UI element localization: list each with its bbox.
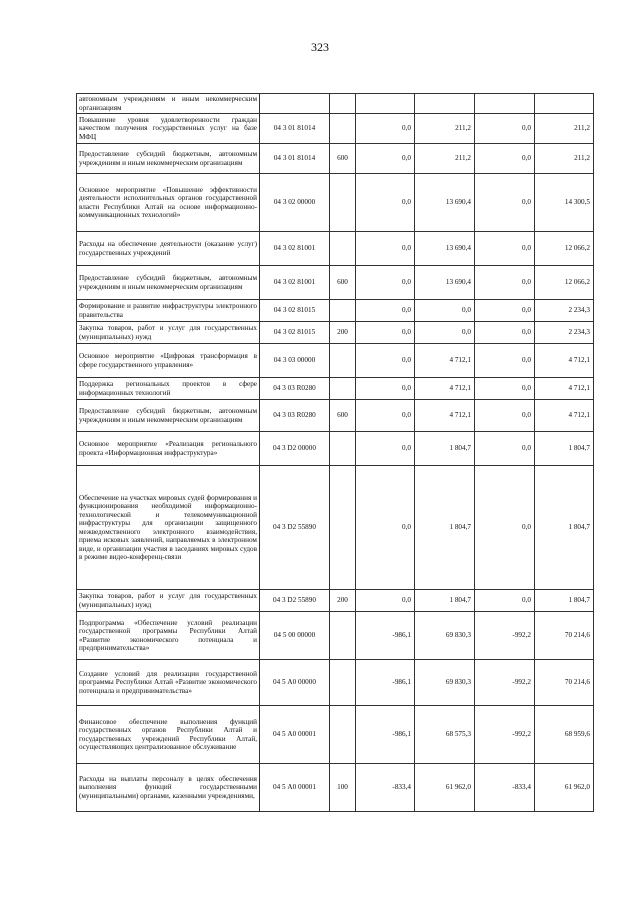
- amount-col-2: 4 712,1: [415, 344, 475, 378]
- item-name: Расходы на выплаты персоналу в целях обеспечения выполнения функций государственными (муниципальными) органами, казенными учреждениями,: [77, 764, 260, 812]
- target-code: 04 3 03 R0280: [260, 378, 330, 400]
- item-name: Обеспечение на участках мировых судей формирования и функционирования необходимой информационно-технологической и телекоммуникационной инфраструктуры для организации защищенного межведомственного электронного взаимодействия, приема исковых заявлений, направляемых в электронном виде, и организации участия в заседаниях мировых судов в режиме видео-конференц-связи: [77, 466, 260, 590]
- amount-col-2: 4 712,1: [415, 400, 475, 432]
- item-name: Закупка товаров, работ и услуг для государственных (муниципальных) нужд: [77, 590, 260, 612]
- item-name: Поддержка региональных проектов в сфере информационных технологий: [77, 378, 260, 400]
- table-row: [77, 144, 594, 174]
- target-code: [260, 94, 330, 114]
- expense-type: 200: [330, 590, 356, 612]
- table-row: [77, 612, 594, 660]
- amount-col-4: 68 959,6: [535, 706, 594, 764]
- table-row: [77, 174, 594, 232]
- amount-col-1: 0,0: [356, 266, 415, 300]
- amount-col-2: [415, 94, 475, 114]
- amount-col-2: 1 804,7: [415, 466, 475, 590]
- amount-col-2: 61 962,0: [415, 764, 475, 812]
- target-code: 04 3 D2 55890: [260, 590, 330, 612]
- amount-col-4: 14 300,5: [535, 174, 594, 232]
- amount-col-3: 0,0: [475, 344, 535, 378]
- amount-col-3: -833,4: [475, 764, 535, 812]
- amount-col-3: 0,0: [475, 322, 535, 344]
- amount-col-4: 211,2: [535, 144, 594, 174]
- amount-col-3: 0,0: [475, 590, 535, 612]
- item-name: Основное мероприятие «Цифровая трансформация в сфере государственного управления»: [77, 344, 260, 378]
- item-name: Предоставление субсидий бюджетным, автономным учреждениям и иным некоммерческим организациям: [77, 144, 260, 174]
- amount-col-1: 0,0: [356, 400, 415, 432]
- expense-type: [330, 432, 356, 466]
- table-row: [77, 764, 594, 812]
- amount-col-2: 0,0: [415, 300, 475, 322]
- amount-col-2: 69 830,3: [415, 660, 475, 706]
- amount-col-2: 0,0: [415, 322, 475, 344]
- expense-type: [330, 378, 356, 400]
- page-number: 323: [311, 40, 329, 54]
- expense-type: 600: [330, 144, 356, 174]
- target-code: 04 5 А0 00000: [260, 660, 330, 706]
- item-name: Предоставление субсидий бюджетным, автономным учреждениям и иным некоммерческим организациям: [77, 266, 260, 300]
- expense-type: [330, 174, 356, 232]
- amount-col-4: 1 804,7: [535, 466, 594, 590]
- amount-col-3: 0,0: [475, 232, 535, 266]
- amount-col-1: 0,0: [356, 344, 415, 378]
- target-code: 04 3 02 81015: [260, 300, 330, 322]
- amount-col-3: -992,2: [475, 612, 535, 660]
- table-row: [77, 660, 594, 706]
- amount-col-1: [356, 94, 415, 114]
- budget-table: [76, 93, 594, 812]
- amount-col-2: 211,2: [415, 144, 475, 174]
- item-name: Основное мероприятие «Повышение эффективности деятельности исполнительных органов государственной власти Республики Алтай на основе информационно-коммуникационных технологий»: [77, 174, 260, 232]
- amount-col-3: -992,2: [475, 706, 535, 764]
- table-row: [77, 232, 594, 266]
- expense-type: [330, 612, 356, 660]
- amount-col-4: 12 066,2: [535, 266, 594, 300]
- expense-type: [330, 94, 356, 114]
- target-code: 04 3 02 81015: [260, 322, 330, 344]
- amount-col-1: 0,0: [356, 590, 415, 612]
- amount-col-4: 211,2: [535, 114, 594, 144]
- amount-col-2: 1 804,7: [415, 432, 475, 466]
- expense-type: [330, 114, 356, 144]
- table-row: [77, 266, 594, 300]
- amount-col-1: 0,0: [356, 300, 415, 322]
- amount-col-1: -833,4: [356, 764, 415, 812]
- amount-col-4: 70 214,6: [535, 660, 594, 706]
- expense-type: [330, 344, 356, 378]
- table-row: [77, 322, 594, 344]
- target-code: 04 3 01 81014: [260, 114, 330, 144]
- amount-col-2: 68 575,3: [415, 706, 475, 764]
- amount-col-4: 4 712,1: [535, 344, 594, 378]
- amount-col-3: [475, 94, 535, 114]
- amount-col-3: 0,0: [475, 266, 535, 300]
- amount-col-3: 0,0: [475, 144, 535, 174]
- target-code: 04 3 02 81001: [260, 266, 330, 300]
- target-code: 04 3 03 00000: [260, 344, 330, 378]
- target-code: 04 3 02 00000: [260, 174, 330, 232]
- amount-col-4: 2 234,3: [535, 322, 594, 344]
- amount-col-3: 0,0: [475, 300, 535, 322]
- amount-col-1: 0,0: [356, 144, 415, 174]
- table-row: [77, 400, 594, 432]
- amount-col-2: 1 804,7: [415, 590, 475, 612]
- item-name: Повышение уровня удовлетворенности граждан качеством получения государственных услуг на базе МФЦ: [77, 114, 260, 144]
- amount-col-2: 4 712,1: [415, 378, 475, 400]
- amount-col-4: 1 804,7: [535, 432, 594, 466]
- amount-col-2: 13 690,4: [415, 232, 475, 266]
- expense-type: [330, 300, 356, 322]
- target-code: 04 3 D2 00000: [260, 432, 330, 466]
- amount-col-1: 0,0: [356, 378, 415, 400]
- amount-col-3: 0,0: [475, 378, 535, 400]
- amount-col-4: 1 804,7: [535, 590, 594, 612]
- expense-type: [330, 706, 356, 764]
- target-code: 04 5 А0 00001: [260, 706, 330, 764]
- expense-type: 200: [330, 322, 356, 344]
- amount-col-1: -986,1: [356, 706, 415, 764]
- item-name: Основное мероприятие «Реализация регионального проекта «Информационная инфраструктура»: [77, 432, 260, 466]
- amount-col-3: -992,2: [475, 660, 535, 706]
- item-name: Предоставление субсидий бюджетным, автономным учреждениям и иным некоммерческим организациям: [77, 400, 260, 432]
- item-name: Финансовое обеспечение выполнения функций государственных органов Республики Алтай и государственных учреждений Республики Алтай, осуществляющих централизованное обслуживание: [77, 706, 260, 764]
- target-code: 04 3 03 R0280: [260, 400, 330, 432]
- amount-col-1: 0,0: [356, 114, 415, 144]
- target-code: 04 3 01 81014: [260, 144, 330, 174]
- table-row: [77, 94, 594, 114]
- expense-type: 600: [330, 400, 356, 432]
- expense-type: [330, 466, 356, 590]
- amount-col-4: [535, 94, 594, 114]
- item-name: Подпрограмма «Обеспечение условий реализации государственной программы Республики Алтай «Развитие экономического потенциала и предпринимательства»: [77, 612, 260, 660]
- target-code: 04 5 А0 00001: [260, 764, 330, 812]
- amount-col-1: -986,1: [356, 660, 415, 706]
- table-body: [77, 94, 594, 812]
- target-code: 04 3 02 81001: [260, 232, 330, 266]
- amount-col-4: 4 712,1: [535, 378, 594, 400]
- expense-type: [330, 232, 356, 266]
- amount-col-3: 0,0: [475, 400, 535, 432]
- amount-col-2: 13 690,4: [415, 266, 475, 300]
- amount-col-2: 211,2: [415, 114, 475, 144]
- amount-col-1: -986,1: [356, 612, 415, 660]
- amount-col-4: 12 066,2: [535, 232, 594, 266]
- amount-col-3: 0,0: [475, 432, 535, 466]
- target-code: 04 5 00 00000: [260, 612, 330, 660]
- table-row: [77, 590, 594, 612]
- table-row: [77, 300, 594, 322]
- item-name: Создание условий для реализации государственной программы Республики Алтай «Развитие экономического потенциала и предпринимательства»: [77, 660, 260, 706]
- amount-col-1: 0,0: [356, 466, 415, 590]
- table-row: [77, 344, 594, 378]
- amount-col-1: 0,0: [356, 232, 415, 266]
- target-code: 04 3 D2 55890: [260, 466, 330, 590]
- item-name: автономным учреждениям и иным некоммерческим организациям: [77, 94, 260, 114]
- amount-col-2: 69 830,3: [415, 612, 475, 660]
- item-name: Формирование и развитие инфраструктуры электронного правительства: [77, 300, 260, 322]
- table-row: [77, 706, 594, 764]
- table-row: [77, 114, 594, 144]
- amount-col-3: 0,0: [475, 174, 535, 232]
- expense-type: [330, 660, 356, 706]
- amount-col-4: 2 234,3: [535, 300, 594, 322]
- item-name: Расходы на обеспечение деятельности (оказание услуг) государственных учреждений: [77, 232, 260, 266]
- amount-col-1: 0,0: [356, 322, 415, 344]
- amount-col-1: 0,0: [356, 174, 415, 232]
- table-row: [77, 466, 594, 590]
- amount-col-1: 0,0: [356, 432, 415, 466]
- table-row: [77, 432, 594, 466]
- expense-type: 100: [330, 764, 356, 812]
- amount-col-3: 0,0: [475, 114, 535, 144]
- item-name: Закупка товаров, работ и услуг для государственных (муниципальных) нужд: [77, 322, 260, 344]
- expense-type: 600: [330, 266, 356, 300]
- amount-col-2: 13 690,4: [415, 174, 475, 232]
- amount-col-4: 61 962,0: [535, 764, 594, 812]
- amount-col-4: 4 712,1: [535, 400, 594, 432]
- amount-col-3: 0,0: [475, 466, 535, 590]
- amount-col-4: 70 214,6: [535, 612, 594, 660]
- table-row: [77, 378, 594, 400]
